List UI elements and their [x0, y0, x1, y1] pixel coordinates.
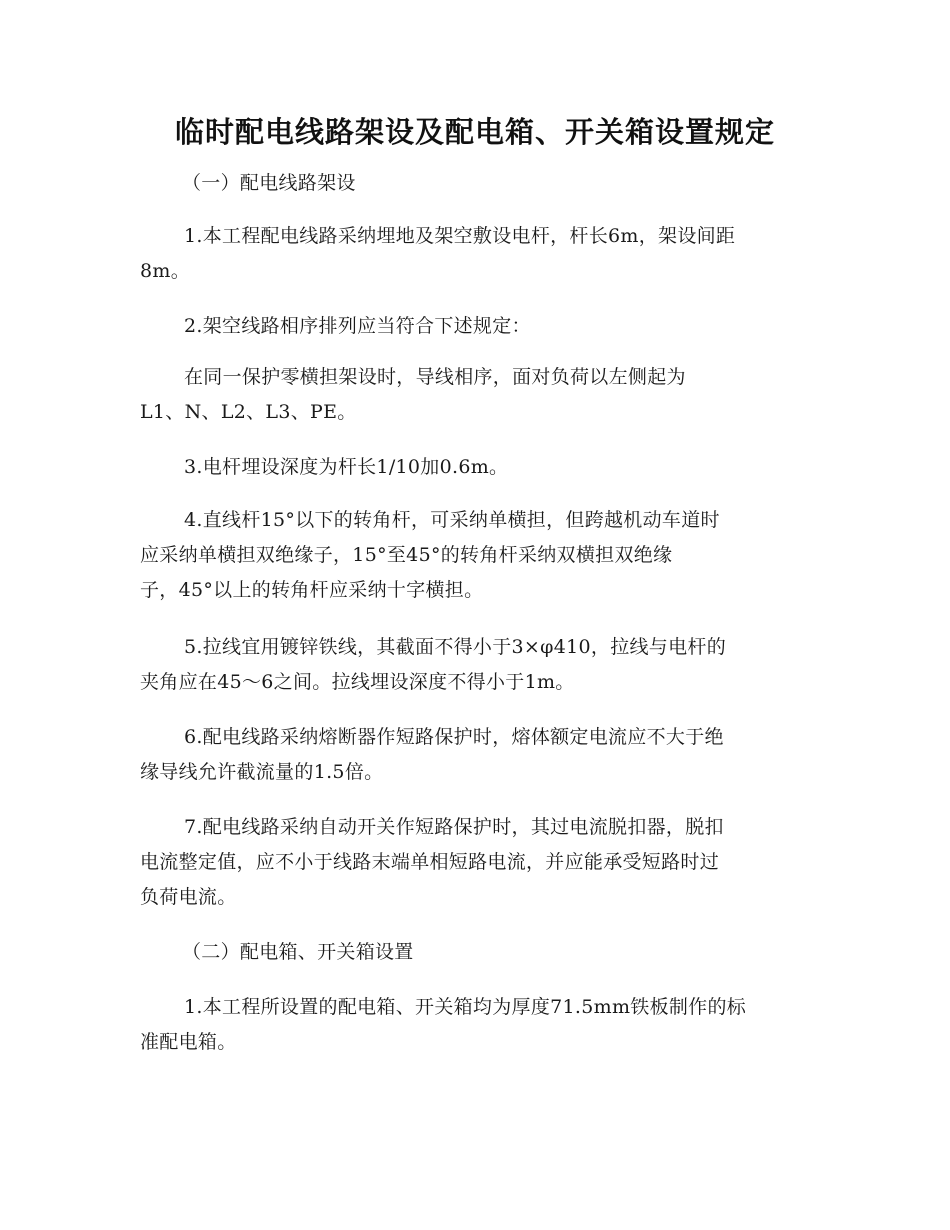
paragraph-section2-item-1 [140, 990, 810, 1060]
paragraph-line: 5.拉线宜用镀锌铁线，其截面不得小于3×φ410，拉线与电杆的 [184, 636, 727, 658]
paragraph-line: 负荷电流。 [140, 886, 237, 908]
paragraph-line: 夹角应在45～6之间。拉线埋设深度不得小于1m。 [140, 671, 575, 693]
paragraph-line: 8m。 [140, 260, 191, 282]
paragraph-line: 3.电杆埋设深度为杆长1/10加0.6m。 [184, 456, 509, 478]
paragraph-line: L1、N、L2、L3、PE。 [140, 401, 357, 423]
paragraph-line: 应采纳单横担双绝缘子，15°至45°的转角杆采纳双横担双绝缘 [140, 544, 673, 566]
paragraph-line: 电流整定值，应不小于线路末端单相短路电流，并应能承受短路时过 [140, 851, 720, 873]
paragraph-item-3 [140, 450, 810, 485]
paragraph-item-6 [140, 720, 810, 790]
paragraph-line: 1.本工程所设置的配电箱、开关箱均为厚度71.5mm铁板制作的标 [184, 996, 747, 1018]
document-title: 临时配电线路架设及配电箱、开关箱设置规定 [174, 115, 775, 149]
section-heading-text: （二）配电箱、开关箱设置 [182, 941, 414, 963]
paragraph-item-2-detail [140, 360, 810, 430]
section-heading-1 [140, 166, 810, 201]
paragraph-line: 2.架空线路相序排列应当符合下述规定： [184, 315, 531, 337]
paragraph-line: 4.直线杆15°以下的转角杆，可采纳单横担，但跨越机动车道时 [184, 509, 720, 531]
paragraph-item-5 [140, 630, 810, 700]
paragraph-item-4 [140, 503, 810, 608]
paragraph-item-7 [140, 810, 810, 915]
paragraph-line: 子，45°以上的转角杆应采纳十字横担。 [140, 579, 484, 601]
section-heading-text: （一）配电线路架设 [182, 172, 356, 194]
paragraph-item-2 [140, 309, 810, 344]
paragraph-item-1 [140, 219, 810, 289]
paragraph-line: 1.本工程配电线路采纳埋地及架空敷设电杆，杆长6m，架设间距 [184, 225, 736, 247]
section-heading-2 [140, 935, 810, 970]
paragraph-line: 7.配电线路采纳自动开关作短路保护时，其过电流脱扣器，脱扣 [184, 816, 724, 838]
paragraph-line: 在同一保护零横担架设时，导线相序，面对负荷以左侧起为 [184, 366, 686, 388]
paragraph-line: 准配电箱。 [140, 1031, 237, 1053]
paragraph-line: 缘导线允许截流量的1.5倍。 [140, 761, 384, 783]
paragraph-line: 6.配电线路采纳熔断器作短路保护时，熔体额定电流应不大于绝 [184, 726, 724, 748]
